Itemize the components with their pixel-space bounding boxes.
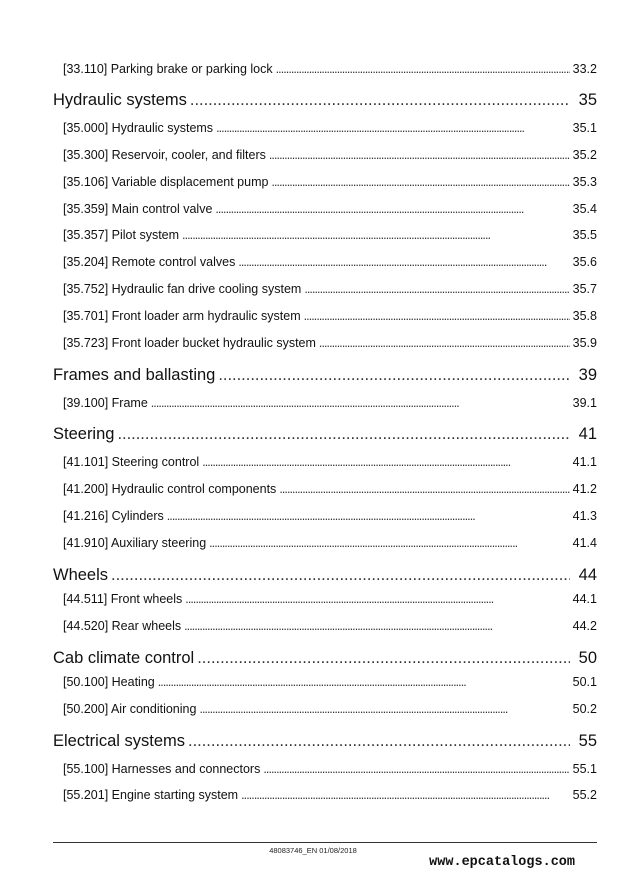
footer-divider	[53, 842, 597, 843]
toc-entry-page-number: 50.1	[572, 675, 597, 689]
toc-entry-title: [41.910] Auxiliary steering	[63, 536, 207, 550]
toc-subsection-entry[interactable]	[0, 121, 626, 139]
toc-entry-title: Cab climate control	[53, 649, 195, 667]
toc-entry-page-number: 41.2	[572, 482, 597, 496]
toc-leader-dots	[218, 366, 569, 385]
toc-subsection-entry[interactable]	[0, 675, 626, 693]
toc-entry-page-number: 39	[578, 366, 597, 384]
toc-entry-page-number: 55.2	[572, 788, 597, 802]
toc-entry-page-number: 44.2	[572, 619, 597, 633]
toc-leader-dots	[263, 762, 569, 776]
toc-leader-dots	[209, 536, 570, 550]
toc-entry-title: Hydraulic systems	[53, 91, 187, 109]
toc-leader-dots	[158, 675, 570, 689]
toc-leader-dots	[167, 509, 570, 523]
toc-subsection-entry[interactable]	[0, 309, 626, 327]
toc-entry-page-number: 35.8	[572, 309, 597, 323]
toc-entry-title: [50.100] Heating	[63, 675, 155, 689]
toc-subsection-entry[interactable]	[0, 455, 626, 473]
toc-subsection-entry[interactable]	[0, 148, 626, 166]
toc-section-entry[interactable]	[0, 566, 626, 588]
toc-entry-page-number: 35.2	[572, 148, 597, 162]
toc-subsection-entry[interactable]	[0, 175, 626, 193]
toc-subsection-entry[interactable]	[0, 482, 626, 500]
toc-entry-page-number: 50.2	[572, 702, 597, 716]
toc-leader-dots	[188, 732, 570, 751]
toc-entry-title: [44.511] Front wheels	[63, 592, 183, 606]
toc-leader-dots	[238, 255, 569, 269]
toc-entry-title: [35.300] Reservoir, cooler, and filters	[63, 148, 266, 162]
toc-section-entry[interactable]	[0, 732, 626, 754]
toc-entry-page-number: 50	[578, 649, 597, 667]
toc-entry-title: [41.200] Hydraulic control components	[63, 482, 277, 496]
toc-entry-title: [41.216] Cylinders	[63, 509, 164, 523]
toc-leader-dots	[202, 455, 569, 469]
toc-entry-title: [55.100] Harnesses and connectors	[63, 762, 261, 776]
toc-entry-title: Frames and ballasting	[53, 366, 216, 384]
toc-subsection-entry[interactable]	[0, 536, 626, 554]
toc-subsection-entry[interactable]	[0, 282, 626, 300]
toc-leader-dots	[216, 121, 570, 135]
toc-entry-title: Electrical systems	[53, 732, 186, 750]
toc-entry-title: [35.106] Variable displacement pump	[63, 175, 269, 189]
toc-entry-title: Wheels	[53, 566, 109, 584]
toc-entry-page-number: 35.4	[572, 202, 597, 216]
toc-leader-dots	[190, 91, 570, 110]
toc-subsection-entry[interactable]	[0, 396, 626, 414]
toc-subsection-entry[interactable]	[0, 228, 626, 246]
toc-entry-title: [35.000] Hydraulic systems	[63, 121, 214, 135]
toc-entry-page-number: 35	[578, 91, 597, 109]
toc-leader-dots	[271, 175, 569, 189]
toc-subsection-entry[interactable]	[0, 592, 626, 610]
toc-entry-page-number: 33.2	[572, 62, 597, 76]
toc-entry-title: [50.200] Air conditioning	[63, 702, 197, 716]
toc-entry-page-number: 55.1	[572, 762, 597, 776]
toc-entry-page-number: 44	[578, 566, 597, 584]
toc-entry-page-number: 41.4	[572, 536, 597, 550]
toc-leader-dots	[304, 309, 570, 323]
toc-subsection-entry[interactable]	[0, 336, 626, 354]
toc-entry-page-number: 39.1	[572, 396, 597, 410]
toc-section-entry[interactable]	[0, 649, 626, 671]
toc-leader-dots	[184, 619, 570, 633]
toc-entry-page-number: 41.3	[572, 509, 597, 523]
toc-leader-dots	[319, 336, 570, 350]
toc-entry-page-number: 35.1	[572, 121, 597, 135]
toc-entry-page-number: 44.1	[572, 592, 597, 606]
toc-entry-title: [35.752] Hydraulic fan drive cooling system	[63, 282, 302, 296]
toc-leader-dots	[241, 788, 570, 802]
toc-entry-page-number: 35.3	[572, 175, 597, 189]
toc-entry-title: [35.701] Front loader arm hydraulic system	[63, 309, 301, 323]
toc-entry-title: [55.201] Engine starting system	[63, 788, 239, 802]
toc-entry-title: Steering	[53, 425, 115, 443]
toc-section-entry[interactable]	[0, 366, 626, 388]
toc-subsection-entry[interactable]	[0, 702, 626, 720]
toc-subsection-entry[interactable]	[0, 202, 626, 220]
toc-section-entry[interactable]	[0, 425, 626, 447]
toc-section-entry[interactable]	[0, 91, 626, 113]
toc-leader-dots	[182, 228, 570, 242]
toc-entry-page-number: 35.9	[572, 336, 597, 350]
toc-leader-dots	[269, 148, 570, 162]
toc-entry-title: [33.110] Parking brake or parking lock	[63, 62, 273, 76]
toc-entry-page-number: 35.7	[572, 282, 597, 296]
toc-entry-page-number: 41.1	[572, 455, 597, 469]
toc-leader-dots	[215, 202, 569, 216]
toc-leader-dots	[304, 282, 569, 296]
toc-leader-dots	[197, 649, 569, 668]
toc-leader-dots	[117, 425, 569, 444]
watermark-url: www.epcatalogs.com	[429, 855, 575, 870]
toc-entry-title: [35.723] Front loader bucket hydraulic system	[63, 336, 316, 350]
toc-subsection-entry[interactable]	[0, 788, 626, 806]
toc-subsection-entry[interactable]	[0, 762, 626, 780]
toc-subsection-entry[interactable]	[0, 255, 626, 273]
toc-entry-title: [39.100] Frame	[63, 396, 148, 410]
toc-leader-dots	[111, 566, 570, 585]
toc-entry-page-number: 35.6	[572, 255, 597, 269]
toc-subsection-entry[interactable]	[0, 619, 626, 637]
toc-entry-page-number: 41	[578, 425, 597, 443]
toc-leader-dots	[279, 482, 569, 496]
toc-entry-page-number: 35.5	[572, 228, 597, 242]
toc-subsection-entry[interactable]	[0, 509, 626, 527]
toc-entry-page-number: 55	[578, 732, 597, 750]
toc-entry-title: [35.359] Main control valve	[63, 202, 213, 216]
toc-entry-title: [44.520] Rear wheels	[63, 619, 182, 633]
toc-entry-title: [35.357] Pilot system	[63, 228, 180, 242]
toc-leader-dots	[199, 702, 569, 716]
toc-leader-dots	[185, 592, 569, 606]
toc-leader-dots	[276, 62, 570, 76]
toc-subsection-entry[interactable]	[0, 62, 626, 80]
toc-entry-title: [35.204] Remote control valves	[63, 255, 236, 269]
footer-document-code: 48083746_EN 01/08/2018	[269, 846, 357, 855]
toc-leader-dots	[151, 396, 570, 410]
toc-entry-title: [41.101] Steering control	[63, 455, 200, 469]
